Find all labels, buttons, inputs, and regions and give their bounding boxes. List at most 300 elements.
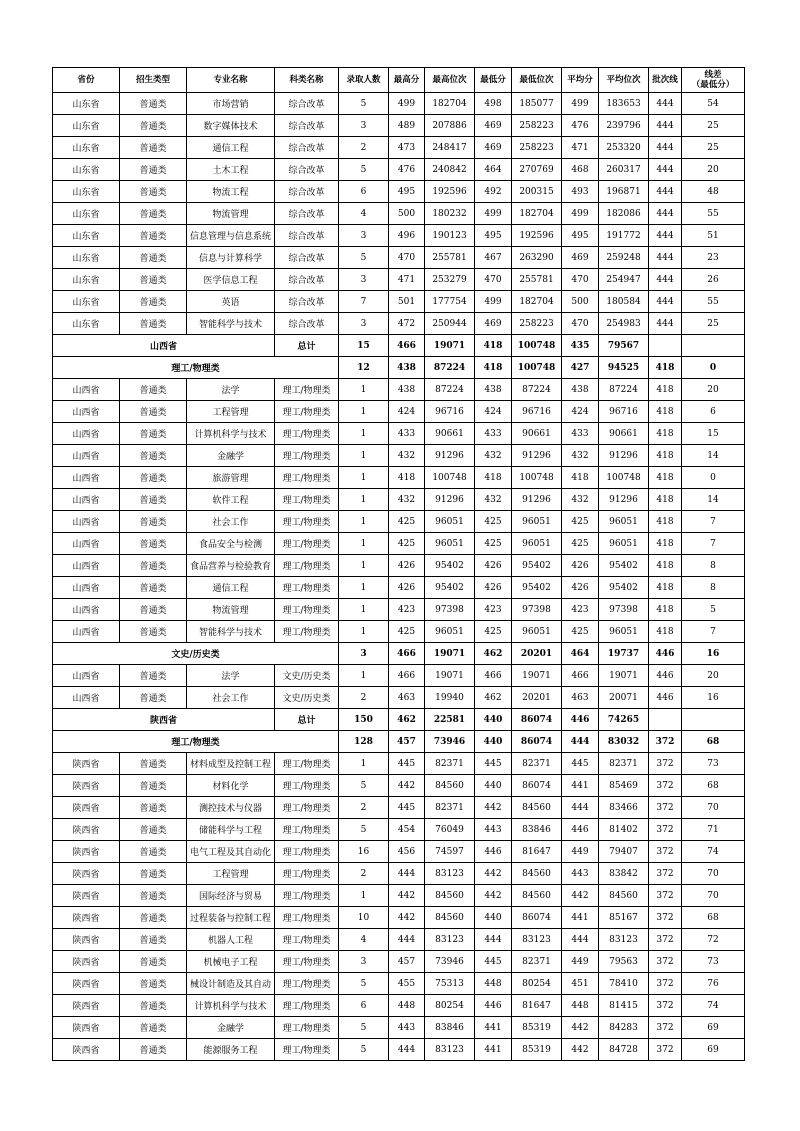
table-row [53, 511, 745, 533]
cell-admitted-count: 16 [339, 841, 389, 863]
cell-score-diff: 73 [682, 753, 745, 775]
cell-subject-category: 理工/物理类 [275, 445, 339, 467]
cell-max-rank: 82371 [425, 797, 475, 819]
cell-province: 山西省 [53, 489, 120, 511]
cell-province: 陕西省 [53, 995, 120, 1017]
cell-max-score: 466 [389, 643, 425, 665]
cell-province: 山西省 [53, 687, 120, 709]
header-min-score: 最低分 [475, 68, 512, 93]
cell-avg-score: 449 [562, 841, 599, 863]
cell-admission-type: 普通类 [120, 1017, 187, 1039]
cell-avg-score: 424 [562, 401, 599, 423]
cell-subject-category: 理工/物理类 [275, 511, 339, 533]
cell-subject-category: 理工/物理类 [275, 841, 339, 863]
cell-min-score: 469 [475, 115, 512, 137]
cell-min-score: 441 [475, 1039, 512, 1061]
cell-min-score: 432 [475, 489, 512, 511]
table-row [53, 401, 745, 423]
cell-avg-rank: 78410 [599, 973, 649, 995]
cell-admitted-count: 1 [339, 423, 389, 445]
cell-admission-type: 普通类 [120, 467, 187, 489]
cell-min-rank: 270769 [512, 159, 562, 181]
cell-avg-score: 446 [562, 819, 599, 841]
province-total-row [53, 709, 745, 731]
header-admitted-count: 录取人数 [339, 68, 389, 93]
cell-major-name: 能源服务工程 [187, 1039, 275, 1061]
cell-batch-line: 444 [649, 269, 682, 291]
cell-batch-line: 444 [649, 247, 682, 269]
cell-score-diff: 71 [682, 819, 745, 841]
cell-admission-type: 普通类 [120, 401, 187, 423]
cell-subject-category: 理工/物理类 [275, 467, 339, 489]
cell-avg-rank: 19071 [599, 665, 649, 687]
cell-avg-score: 463 [562, 687, 599, 709]
cell-score-diff: 23 [682, 247, 745, 269]
cell-admission-type: 普通类 [120, 93, 187, 115]
cell-max-score: 423 [389, 599, 425, 621]
cell-avg-score: 441 [562, 775, 599, 797]
cell-avg-score: 466 [562, 665, 599, 687]
cell-avg-rank: 95402 [599, 577, 649, 599]
cell-score-diff: 68 [682, 907, 745, 929]
cell-min-score: 470 [475, 269, 512, 291]
cell-max-rank: 83846 [425, 1017, 475, 1039]
cell-avg-rank: 254947 [599, 269, 649, 291]
cell-avg-rank: 79407 [599, 841, 649, 863]
cell-batch-line: 418 [649, 489, 682, 511]
cell-avg-score: 427 [562, 357, 599, 379]
cell-admitted-count: 2 [339, 137, 389, 159]
cell-score-diff: 70 [682, 885, 745, 907]
cell-major-name: 材料化学 [187, 775, 275, 797]
cell-avg-rank: 85167 [599, 907, 649, 929]
table-row [53, 225, 745, 247]
cell-province: 陕西省 [53, 1017, 120, 1039]
cell-subject-category: 理工/物理类 [275, 621, 339, 643]
cell-admission-type: 普通类 [120, 951, 187, 973]
cell-max-rank: 75313 [425, 973, 475, 995]
cell-min-rank: 96051 [512, 621, 562, 643]
table-row [53, 753, 745, 775]
cell-min-rank: 258223 [512, 115, 562, 137]
cell-admitted-count: 3 [339, 225, 389, 247]
header-subject-category: 科类名称 [275, 68, 339, 93]
cell-batch-line: 418 [649, 555, 682, 577]
table-row [53, 775, 745, 797]
table-row [53, 929, 745, 951]
cell-province: 山东省 [53, 291, 120, 313]
cell-admitted-count: 5 [339, 819, 389, 841]
cell-avg-score: 470 [562, 313, 599, 335]
cell-major-name: 智能科学与技术 [187, 313, 275, 335]
cell-major-name: 工程管理 [187, 401, 275, 423]
cell-subject-category: 理工/物理类 [275, 577, 339, 599]
cell-max-rank: 73946 [425, 731, 475, 753]
cell-province: 陕西省 [53, 973, 120, 995]
cell-min-rank: 100748 [512, 335, 562, 357]
cell-max-rank: 248417 [425, 137, 475, 159]
cell-min-rank: 192596 [512, 225, 562, 247]
cell-subject-category: 综合改革 [275, 159, 339, 181]
cell-avg-rank: 19737 [599, 643, 649, 665]
cell-score-diff: 70 [682, 797, 745, 819]
cell-total-label: 总计 [275, 335, 339, 357]
cell-score-diff: 7 [682, 533, 745, 555]
cell-batch-line: 372 [649, 885, 682, 907]
table-row [53, 115, 745, 137]
cell-max-score: 466 [389, 335, 425, 357]
cell-avg-score: 442 [562, 1017, 599, 1039]
cell-min-score: 467 [475, 247, 512, 269]
cell-admitted-count: 2 [339, 863, 389, 885]
cell-admission-type: 普通类 [120, 533, 187, 555]
table-row [53, 93, 745, 115]
cell-min-rank: 80254 [512, 973, 562, 995]
cell-max-score: 442 [389, 775, 425, 797]
cell-score-diff: 20 [682, 665, 745, 687]
cell-max-score: 470 [389, 247, 425, 269]
cell-province: 山东省 [53, 115, 120, 137]
cell-min-score: 445 [475, 951, 512, 973]
cell-major-name: 金融学 [187, 1017, 275, 1039]
category-subtotal-row [53, 731, 745, 753]
cell-min-rank: 258223 [512, 313, 562, 335]
cell-subject-category: 理工/物理类 [275, 533, 339, 555]
cell-max-rank: 95402 [425, 555, 475, 577]
table-row [53, 489, 745, 511]
cell-subject-category: 理工/物理类 [275, 951, 339, 973]
table-row [53, 995, 745, 1017]
cell-avg-rank: 83123 [599, 929, 649, 951]
cell-admission-type: 普通类 [120, 885, 187, 907]
cell-subject-category: 理工/物理类 [275, 401, 339, 423]
cell-min-score: 469 [475, 313, 512, 335]
cell-batch-line: 444 [649, 203, 682, 225]
cell-max-rank: 19940 [425, 687, 475, 709]
cell-avg-score: 441 [562, 907, 599, 929]
cell-max-score: 499 [389, 93, 425, 115]
cell-avg-rank: 83032 [599, 731, 649, 753]
cell-avg-rank: 96051 [599, 511, 649, 533]
cell-subject-category: 理工/物理类 [275, 753, 339, 775]
cell-min-score: 426 [475, 577, 512, 599]
cell-min-rank: 19071 [512, 665, 562, 687]
cell-max-rank: 253279 [425, 269, 475, 291]
cell-min-score: 464 [475, 159, 512, 181]
cell-batch-line: 372 [649, 1017, 682, 1039]
cell-avg-score: 499 [562, 93, 599, 115]
cell-score-diff: 74 [682, 995, 745, 1017]
cell-batch-line: 418 [649, 445, 682, 467]
cell-max-score: 448 [389, 995, 425, 1017]
cell-score-diff: 16 [682, 643, 745, 665]
cell-score-diff: 5 [682, 599, 745, 621]
cell-subject-category: 理工/物理类 [275, 775, 339, 797]
cell-avg-rank: 183653 [599, 93, 649, 115]
cell-max-rank: 90661 [425, 423, 475, 445]
table-row [53, 269, 745, 291]
cell-admitted-count: 1 [339, 401, 389, 423]
cell-avg-rank: 84728 [599, 1039, 649, 1061]
cell-avg-score: 444 [562, 731, 599, 753]
cell-batch-line: 418 [649, 511, 682, 533]
table-row [53, 379, 745, 401]
cell-subject-category: 理工/物理类 [275, 1039, 339, 1061]
cell-major-name: 土木工程 [187, 159, 275, 181]
cell-max-score: 471 [389, 269, 425, 291]
cell-province: 山东省 [53, 225, 120, 247]
cell-score-diff: 16 [682, 687, 745, 709]
cell-province: 山西省 [53, 555, 120, 577]
cell-avg-rank: 91296 [599, 445, 649, 467]
cell-min-score: 440 [475, 907, 512, 929]
cell-avg-rank: 260317 [599, 159, 649, 181]
cell-max-rank: 250944 [425, 313, 475, 335]
cell-avg-score: 500 [562, 291, 599, 313]
table-row [53, 621, 745, 643]
cell-min-rank: 84560 [512, 885, 562, 907]
cell-admission-type: 普通类 [120, 225, 187, 247]
cell-max-rank: 74597 [425, 841, 475, 863]
cell-admitted-count: 3 [339, 115, 389, 137]
cell-score-diff: 69 [682, 1039, 745, 1061]
cell-max-rank: 83123 [425, 863, 475, 885]
cell-avg-score: 449 [562, 951, 599, 973]
cell-min-rank: 86074 [512, 775, 562, 797]
cell-major-name: 物流管理 [187, 599, 275, 621]
cell-admitted-count: 4 [339, 203, 389, 225]
cell-admission-type: 普通类 [120, 313, 187, 335]
cell-subject-category: 理工/物理类 [275, 863, 339, 885]
cell-major-name: 医学信息工程 [187, 269, 275, 291]
cell-min-rank: 91296 [512, 445, 562, 467]
cell-admission-type: 普通类 [120, 203, 187, 225]
table-row [53, 841, 745, 863]
cell-max-rank: 84560 [425, 907, 475, 929]
cell-max-rank: 80254 [425, 995, 475, 1017]
table-row [53, 555, 745, 577]
cell-max-score: 432 [389, 445, 425, 467]
cell-max-score: 442 [389, 907, 425, 929]
cell-admission-type: 普通类 [120, 841, 187, 863]
cell-avg-score: 499 [562, 203, 599, 225]
cell-avg-score: 445 [562, 753, 599, 775]
cell-min-rank: 85319 [512, 1039, 562, 1061]
cell-min-rank: 91296 [512, 489, 562, 511]
cell-batch-line: 444 [649, 93, 682, 115]
cell-score-diff: 68 [682, 731, 745, 753]
table-row [53, 1017, 745, 1039]
cell-min-rank: 84560 [512, 797, 562, 819]
cell-min-score: 446 [475, 995, 512, 1017]
table-row [53, 907, 745, 929]
cell-province: 陕西省 [53, 907, 120, 929]
cell-avg-rank: 90661 [599, 423, 649, 445]
cell-score-diff: 68 [682, 775, 745, 797]
cell-max-rank: 82371 [425, 753, 475, 775]
cell-max-rank: 91296 [425, 489, 475, 511]
cell-score-diff: 55 [682, 203, 745, 225]
cell-admitted-count: 5 [339, 247, 389, 269]
cell-major-name: 储能科学与工程 [187, 819, 275, 841]
table-row [53, 863, 745, 885]
category-subtotal-row [53, 643, 745, 665]
cell-min-rank: 82371 [512, 753, 562, 775]
cell-min-score: 433 [475, 423, 512, 445]
cell-score-diff: 48 [682, 181, 745, 203]
cell-avg-score: 433 [562, 423, 599, 445]
cell-max-score: 438 [389, 379, 425, 401]
cell-batch-line: 418 [649, 423, 682, 445]
cell-admission-type: 普通类 [120, 247, 187, 269]
cell-batch-line: 418 [649, 379, 682, 401]
cell-avg-rank: 91296 [599, 489, 649, 511]
cell-max-rank: 180232 [425, 203, 475, 225]
cell-avg-rank: 96051 [599, 533, 649, 555]
cell-major-name: 通信工程 [187, 137, 275, 159]
cell-batch-line: 372 [649, 929, 682, 951]
cell-avg-score: 442 [562, 885, 599, 907]
cell-admitted-count: 5 [339, 775, 389, 797]
cell-batch-line: 418 [649, 533, 682, 555]
cell-province: 山西省 [53, 577, 120, 599]
cell-major-name: 信息管理与信息系统 [187, 225, 275, 247]
cell-category-name: 文史/历史类 [53, 643, 339, 665]
table-row [53, 159, 745, 181]
cell-min-score: 442 [475, 885, 512, 907]
cell-max-score: 445 [389, 753, 425, 775]
cell-batch-line: 444 [649, 181, 682, 203]
cell-admission-type: 普通类 [120, 137, 187, 159]
cell-province-name: 陕西省 [53, 709, 275, 731]
cell-score-diff: 8 [682, 577, 745, 599]
category-subtotal-row [53, 357, 745, 379]
cell-avg-rank: 87224 [599, 379, 649, 401]
cell-score-diff [682, 709, 745, 731]
cell-major-name: 数字媒体技术 [187, 115, 275, 137]
cell-admission-type: 普通类 [120, 687, 187, 709]
cell-province: 山东省 [53, 269, 120, 291]
cell-major-name: 计算机科学与技术 [187, 423, 275, 445]
cell-province: 山西省 [53, 423, 120, 445]
cell-admitted-count: 1 [339, 489, 389, 511]
cell-max-score: 457 [389, 731, 425, 753]
cell-major-name: 金融学 [187, 445, 275, 467]
cell-min-score: 423 [475, 599, 512, 621]
cell-min-rank: 95402 [512, 577, 562, 599]
cell-avg-rank: 96051 [599, 621, 649, 643]
cell-major-name: 物流管理 [187, 203, 275, 225]
cell-admitted-count: 1 [339, 467, 389, 489]
table-row [53, 1039, 745, 1061]
cell-min-rank: 86074 [512, 907, 562, 929]
cell-max-score: 425 [389, 533, 425, 555]
cell-score-diff: 0 [682, 357, 745, 379]
cell-avg-rank: 180584 [599, 291, 649, 313]
cell-admitted-count: 4 [339, 929, 389, 951]
cell-max-score: 418 [389, 467, 425, 489]
cell-avg-rank: 83466 [599, 797, 649, 819]
cell-min-score: 425 [475, 533, 512, 555]
cell-max-rank: 76049 [425, 819, 475, 841]
cell-avg-rank: 81415 [599, 995, 649, 1017]
cell-admission-type: 普通类 [120, 115, 187, 137]
cell-min-rank: 87224 [512, 379, 562, 401]
cell-admitted-count: 1 [339, 511, 389, 533]
cell-avg-rank: 100748 [599, 467, 649, 489]
cell-score-diff: 51 [682, 225, 745, 247]
cell-min-score: 443 [475, 819, 512, 841]
cell-major-name: 物流工程 [187, 181, 275, 203]
cell-max-rank: 97398 [425, 599, 475, 621]
cell-province: 陕西省 [53, 841, 120, 863]
cell-major-name: 社会工作 [187, 687, 275, 709]
cell-province: 陕西省 [53, 951, 120, 973]
cell-max-rank: 87224 [425, 379, 475, 401]
cell-max-score: 476 [389, 159, 425, 181]
cell-score-diff: 7 [682, 511, 745, 533]
cell-admitted-count: 6 [339, 995, 389, 1017]
table-row [53, 577, 745, 599]
cell-batch-line: 418 [649, 467, 682, 489]
cell-major-name: 械设计制造及其自动 [187, 973, 275, 995]
cell-max-score: 500 [389, 203, 425, 225]
cell-province: 陕西省 [53, 753, 120, 775]
cell-subject-category: 文史/历史类 [275, 687, 339, 709]
cell-max-score: 454 [389, 819, 425, 841]
cell-max-rank: 96051 [425, 533, 475, 555]
cell-avg-score: 425 [562, 621, 599, 643]
cell-subject-category: 综合改革 [275, 225, 339, 247]
cell-batch-line: 372 [649, 907, 682, 929]
table-row [53, 687, 745, 709]
cell-subject-category: 综合改革 [275, 203, 339, 225]
cell-subject-category: 综合改革 [275, 313, 339, 335]
cell-min-score: 446 [475, 841, 512, 863]
table-row [53, 885, 745, 907]
cell-major-name: 材料成型及控制工程 [187, 753, 275, 775]
cell-batch-line: 444 [649, 225, 682, 247]
cell-avg-score: 468 [562, 159, 599, 181]
cell-avg-score: 425 [562, 511, 599, 533]
cell-score-diff [682, 335, 745, 357]
cell-avg-score: 446 [562, 709, 599, 731]
cell-batch-line: 372 [649, 731, 682, 753]
cell-admission-type: 普通类 [120, 291, 187, 313]
cell-batch-line: 372 [649, 995, 682, 1017]
cell-avg-rank: 191772 [599, 225, 649, 247]
table-row [53, 313, 745, 335]
cell-score-diff: 73 [682, 951, 745, 973]
cell-avg-score: 418 [562, 467, 599, 489]
table-row [53, 819, 745, 841]
cell-province: 山西省 [53, 467, 120, 489]
cell-min-rank: 83846 [512, 819, 562, 841]
cell-major-name: 市场营销 [187, 93, 275, 115]
header-max-score: 最高分 [389, 68, 425, 93]
cell-max-score: 442 [389, 885, 425, 907]
table-row [53, 533, 745, 555]
cell-score-diff: 14 [682, 489, 745, 511]
cell-max-score: 433 [389, 423, 425, 445]
cell-province: 陕西省 [53, 775, 120, 797]
header-min-rank: 最低位次 [512, 68, 562, 93]
cell-min-score: 438 [475, 379, 512, 401]
cell-admitted-count: 3 [339, 643, 389, 665]
cell-admitted-count: 12 [339, 357, 389, 379]
cell-province: 山西省 [53, 401, 120, 423]
cell-admitted-count: 3 [339, 951, 389, 973]
